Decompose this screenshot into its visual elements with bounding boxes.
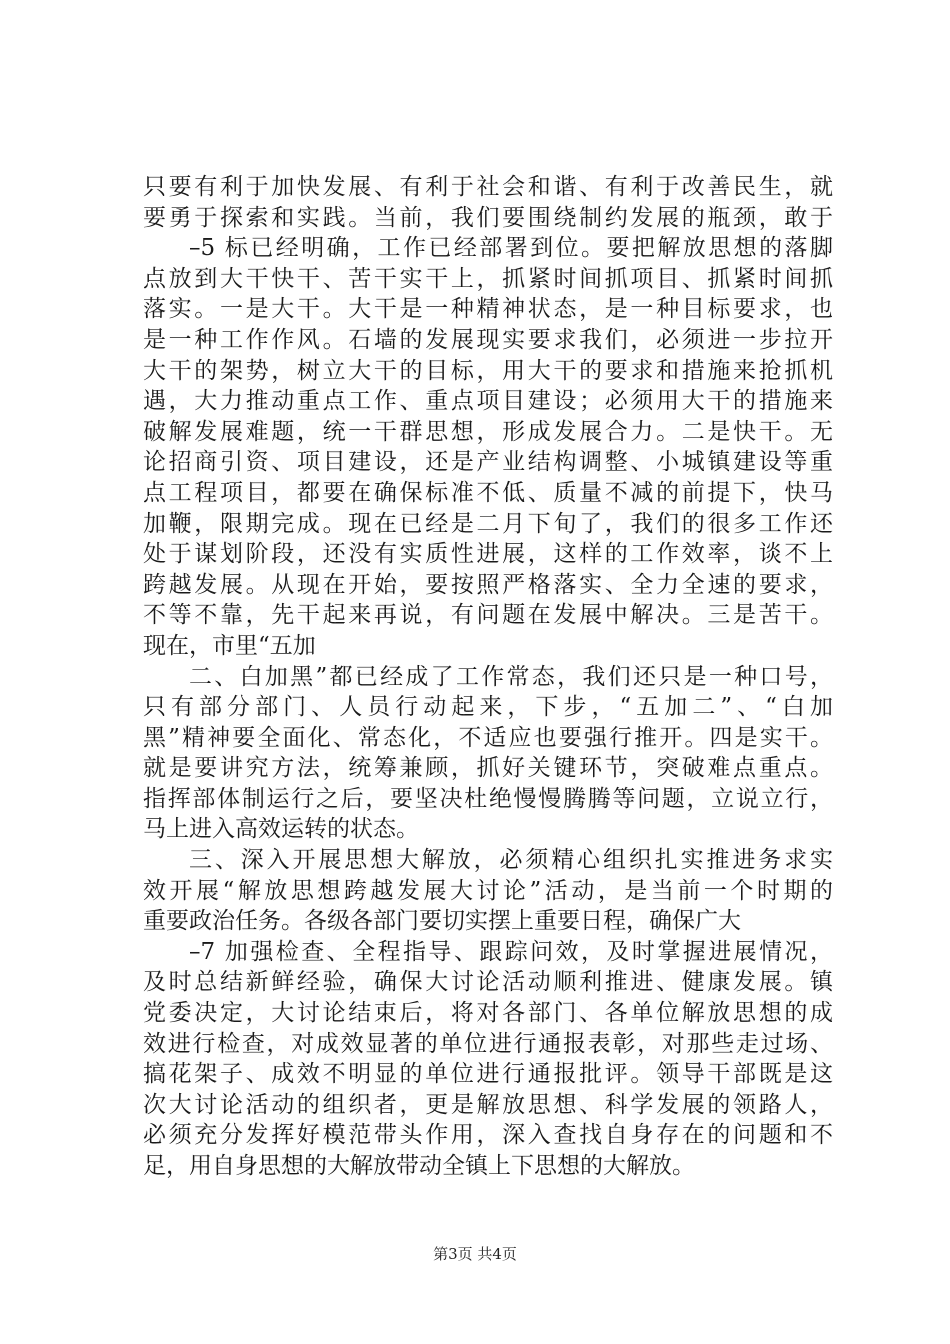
- text-line: 搞花架子、成效不明显的单位进行通报批评。领导干部既是这: [143, 1061, 833, 1088]
- text-line: 论招商引资、项目建设，还是产业结构调整、小城镇建设等重: [143, 449, 833, 476]
- text-line: 足，用自身思想的大解放带动全镇上下思想的大解放。: [143, 1153, 695, 1179]
- document-body: [143, 172, 833, 1182]
- text-line: 效进行检查，对成效显著的单位进行通报表彰，对那些走过场、: [143, 1030, 833, 1057]
- text-line: 大干的架势，树立大干的目标，用大干的要求和措施来抢抓机: [143, 357, 833, 384]
- text-line: 三、深入开展思想大解放，必须精心组织扎实推进务求实: [189, 847, 833, 874]
- text-line: –7 加强检查、全程指导、跟踪问效，及时掌握进展情况，: [189, 938, 833, 965]
- page-number-footer: 第3页 共4页: [433, 1245, 517, 1263]
- text-line: 点放到大干快干、苦干实干上，抓紧时间抓项目、抓紧时间抓: [143, 265, 833, 292]
- text-line: –5 标已经明确，工作已经部署到位。要把解放思想的落脚: [189, 235, 833, 262]
- text-line: 只要有利于加快发展、有利于社会和谐、有利于改善民生，就: [143, 174, 833, 200]
- text-line: 重要政治任务。各级各部门要切实摆上重要日程，确保广大: [143, 908, 741, 935]
- text-line: 二、白加黑”都已经成了工作常态，我们还只是一种口号，: [189, 663, 833, 690]
- text-line: 跨越发展。从现在开始，要按照严格落实、全力全速的要求，: [143, 571, 833, 598]
- text-line: 落实。一是大干。大干是一种精神状态，是一种目标要求，也: [143, 296, 833, 323]
- text-line: 及时总结新鲜经验，确保大讨论活动顺利推进、健康发展。镇: [143, 969, 833, 996]
- text-line: 只有部分部门、人员行动起来，下步，“五加二”、“白加: [143, 694, 833, 721]
- text-line: 处于谋划阶段，还没有实质性进展，这样的工作效率，谈不上: [143, 541, 833, 568]
- text-line: 现在，市里“五加: [143, 632, 316, 659]
- text-line: 必须充分发挥好模范带头作用，深入查找自身存在的问题和不: [143, 1122, 833, 1149]
- text-line: 效开展“解放思想跨越发展大讨论”活动，是当前一个时期的: [143, 877, 833, 904]
- text-line: 破解发展难题，统一干群思想，形成发展合力。二是快干。无: [143, 418, 833, 445]
- text-line: 党委决定，大讨论结束后，将对各部门、各单位解放思想的成: [143, 1000, 833, 1027]
- text-line: 不等不靠，先干起来再说，有问题在发展中解决。三是苦干。: [143, 602, 833, 629]
- text-line: 是一种工作作风。石墙的发展现实要求我们，必须进一步拉开: [143, 326, 833, 353]
- text-line: 就是要讲究方法，统筹兼顾，抓好关键环节，突破难点重点。: [143, 755, 833, 782]
- text-line: 马上进入高效运转的状态。: [143, 816, 419, 843]
- text-line: 要勇于探索和实践。当前，我们要围绕制约发展的瓶颈，敢于: [143, 204, 833, 231]
- text-line: 次大讨论活动的组织者，更是解放思想、科学发展的领路人，: [143, 1091, 833, 1118]
- text-line: 黑”精神要全面化、常态化，不适应也要强行推开。四是实干。: [143, 724, 833, 751]
- text-line: 遇，大力推动重点工作、重点项目建设；必须用大干的措施来: [143, 388, 833, 415]
- text-line: 指挥部体制运行之后，要坚决杜绝慢慢腾腾等问题，立说立行，: [143, 785, 833, 812]
- text-line: 点工程项目，都要在确保标准不低、质量不减的前提下，快马: [143, 479, 833, 506]
- text-line: 加鞭，限期完成。现在已经是二月下旬了，我们的很多工作还: [143, 510, 833, 537]
